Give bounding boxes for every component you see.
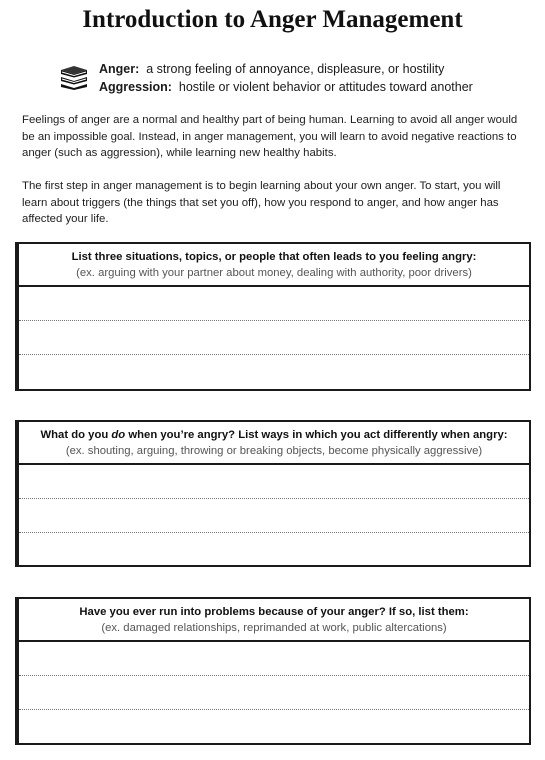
answer-line[interactable] xyxy=(19,465,529,499)
section-question: List three situations, topics, or people that often leads to you feeling angry: xyxy=(71,251,477,263)
definition-meaning: a strong feeling of annoyance, displeasure, or hostility xyxy=(146,62,445,76)
answer-line[interactable] xyxy=(19,642,529,676)
answer-line[interactable] xyxy=(19,499,529,533)
worksheet-section-triggers xyxy=(15,242,531,391)
section-question: Have you ever run into problems because of your anger? If so, list them: xyxy=(79,606,469,618)
answer-line[interactable] xyxy=(19,676,529,710)
definition-meaning: hostile or violent behavior or attitudes toward another xyxy=(178,80,473,94)
section-example: (ex. arguing with your partner about money, dealing with authority, poor drivers) xyxy=(76,267,472,279)
definition-anger xyxy=(99,60,519,78)
answer-line[interactable] xyxy=(19,321,529,355)
answer-line[interactable] xyxy=(19,533,529,567)
section-header xyxy=(19,422,529,465)
answer-line[interactable] xyxy=(19,355,529,389)
section-header xyxy=(19,599,529,642)
intro-paragraph: Feelings of anger are a normal and healthy part of being human. Learning to avoid all anger would be an impossible goal. Instead, in anger management, you will learn to avoid negative reactions to anger (such as aggression), while learning new healthy habits. xyxy=(22,114,518,160)
answer-line[interactable] xyxy=(19,710,529,744)
page-title: Introduction to Anger Management xyxy=(82,6,463,33)
section-header xyxy=(19,244,529,287)
definition-aggression xyxy=(99,78,519,96)
first-step-paragraph: The first step in anger management is to begin learning about your own anger. To start, you will learn about triggers (the things that set you off), how you respond to anger, and how anger has affected your life. xyxy=(22,180,501,226)
definition-term: Aggression: xyxy=(99,80,172,94)
question-end: when you’re angry? List ways in which you act differently when angry: xyxy=(125,429,508,441)
section-question xyxy=(19,427,529,443)
books-icon xyxy=(58,64,90,90)
worksheet-section-reactions xyxy=(15,420,531,567)
question-emphasis: do xyxy=(111,429,126,441)
definition-term: Anger: xyxy=(99,62,140,76)
section-example: (ex. damaged relationships, reprimanded at work, public altercations) xyxy=(101,622,447,634)
definitions-text xyxy=(99,60,519,96)
question-start: What do you xyxy=(40,429,112,441)
answer-line[interactable] xyxy=(19,287,529,321)
worksheet-section-problems xyxy=(15,597,531,745)
section-example: (ex. shouting, arguing, throwing or breaking objects, become physically aggressive) xyxy=(65,445,483,457)
